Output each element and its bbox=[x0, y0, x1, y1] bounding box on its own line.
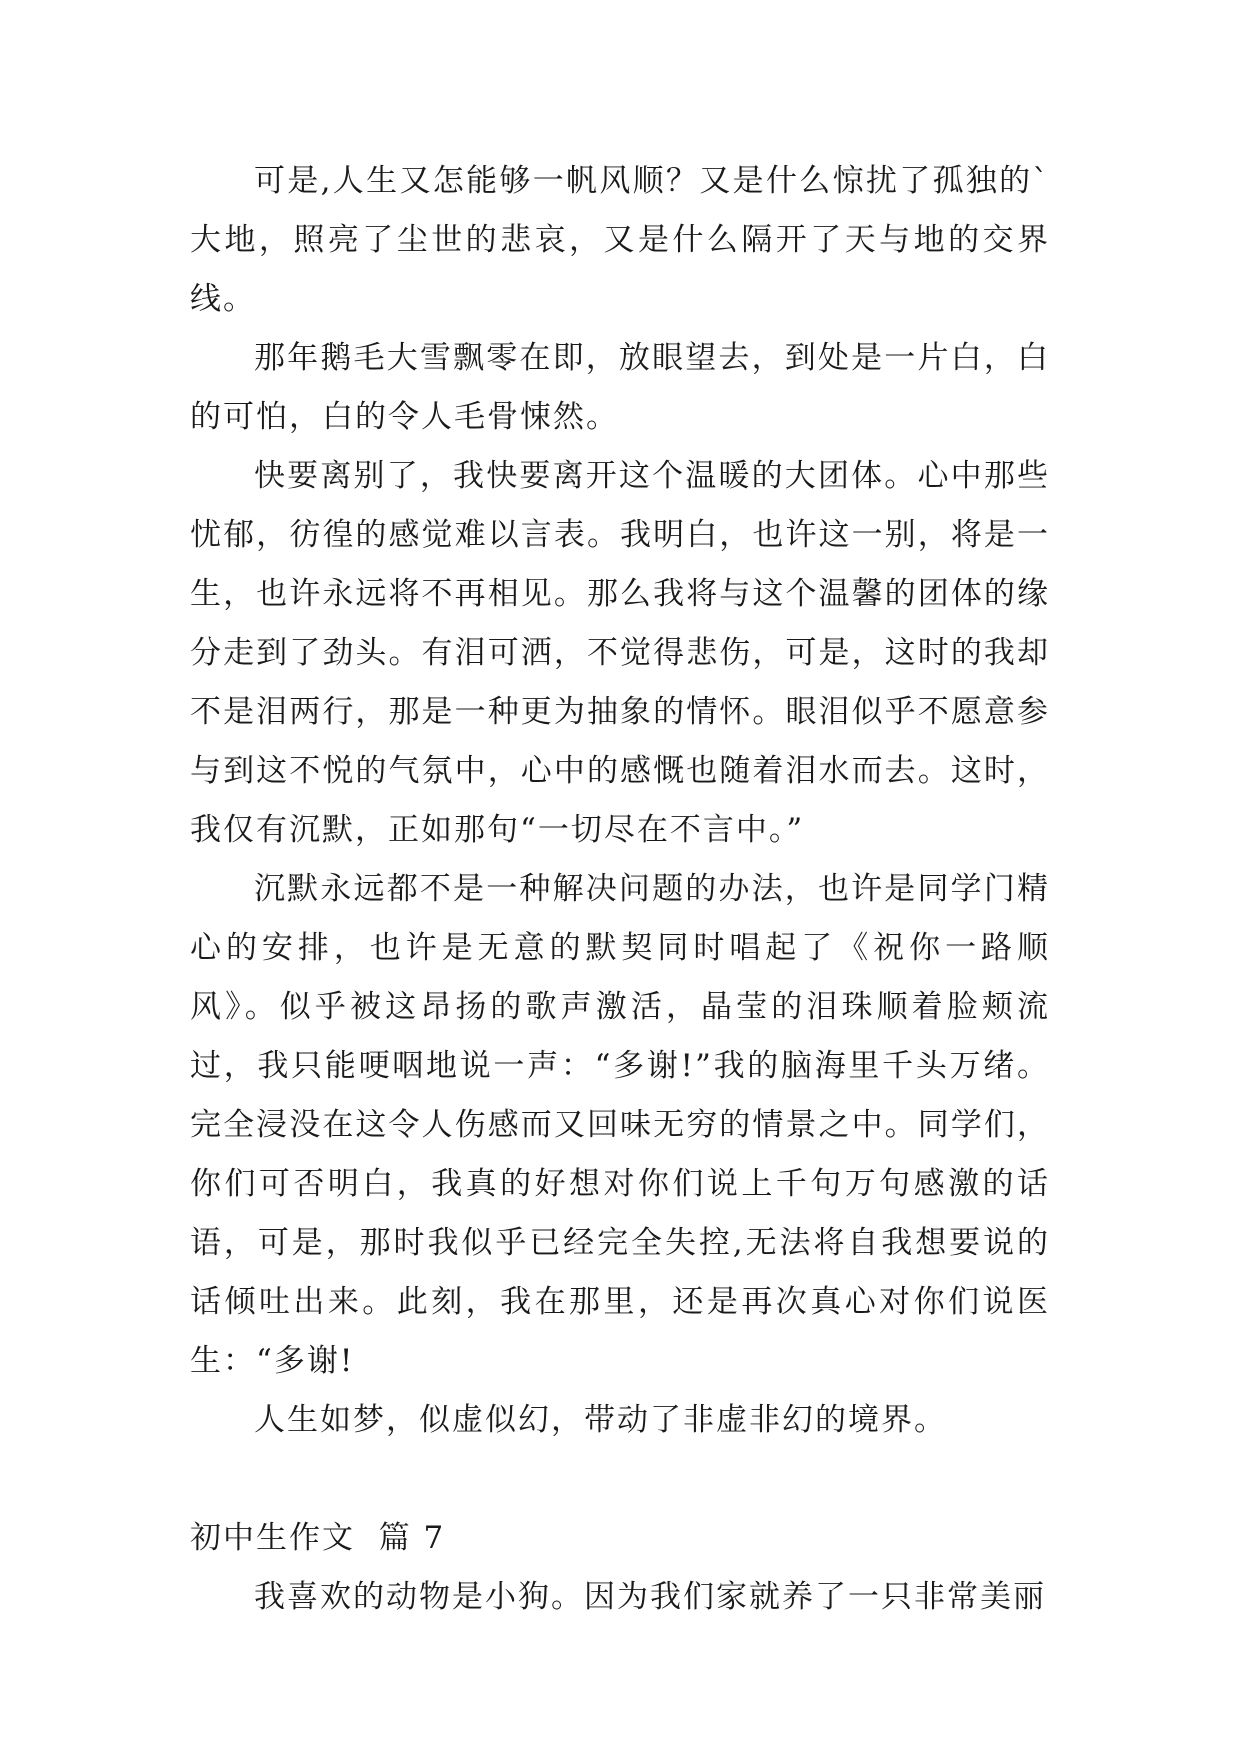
paragraph-1: 可是,人生又怎能够一帆风顺？又是什么惊扰了孤独的`大地，照亮了尘世的悲哀，又是什么隔开了天与地的交界线。 bbox=[190, 163, 1050, 317]
section-spacer bbox=[190, 1450, 1050, 1509]
paragraph-5: 人生如梦，似虚似幻，带动了非虚非幻的境界。 bbox=[254, 1402, 947, 1438]
paragraph-3: 快要离别了，我快要离开这个温暖的大团体。心中那些忧郁，彷徨的感觉难以言表。我明白，也许这一别，将是一生，也许永远将不再相见。那么我将与这个温馨的团体的缘分走到了劲头。有泪可洒，不觉得悲伤，可是，这时的我却不是泪两行，那是一种更为抽象的情怀。眼泪似乎不愿意参与到这不悦的气氛中，心中的感慨也随着泪水而去。这时，我仅有沉默，正如那句“一切尽在不言中。” bbox=[190, 458, 1050, 848]
section-paragraph: 我喜欢的动物是小狗。因为我们家就养了一只非常美丽 bbox=[254, 1579, 1046, 1615]
document-body bbox=[190, 152, 1050, 1627]
paragraph-4: 沉默永远都不是一种解决问题的办法，也许是同学门精心的安排，也许是无意的默契同时唱起了《祝你一路顺风》。似乎被这昂扬的歌声激活，晶莹的泪珠顺着脸颊流过，我只能哽咽地说一声：“多谢!”我的脑海里千头万绪。完全浸没在这令人伤感而又回味无穷的情景之中。同学们，你们可否明白，我真的好想对你们说上千句万句感激的话语，可是，那时我似乎已经完全失控,无法将自我想要说的话倾吐出来。此刻，我在那里，还是再次真心对你们说医生：“多谢! bbox=[190, 871, 1050, 1379]
paragraph-2: 那年鹅毛大雪飘零在即，放眼望去，到处是一片白，白的可怕，白的令人毛骨悚然。 bbox=[190, 340, 1050, 435]
section-heading: 初中生作文 篇 7 bbox=[190, 1520, 446, 1556]
